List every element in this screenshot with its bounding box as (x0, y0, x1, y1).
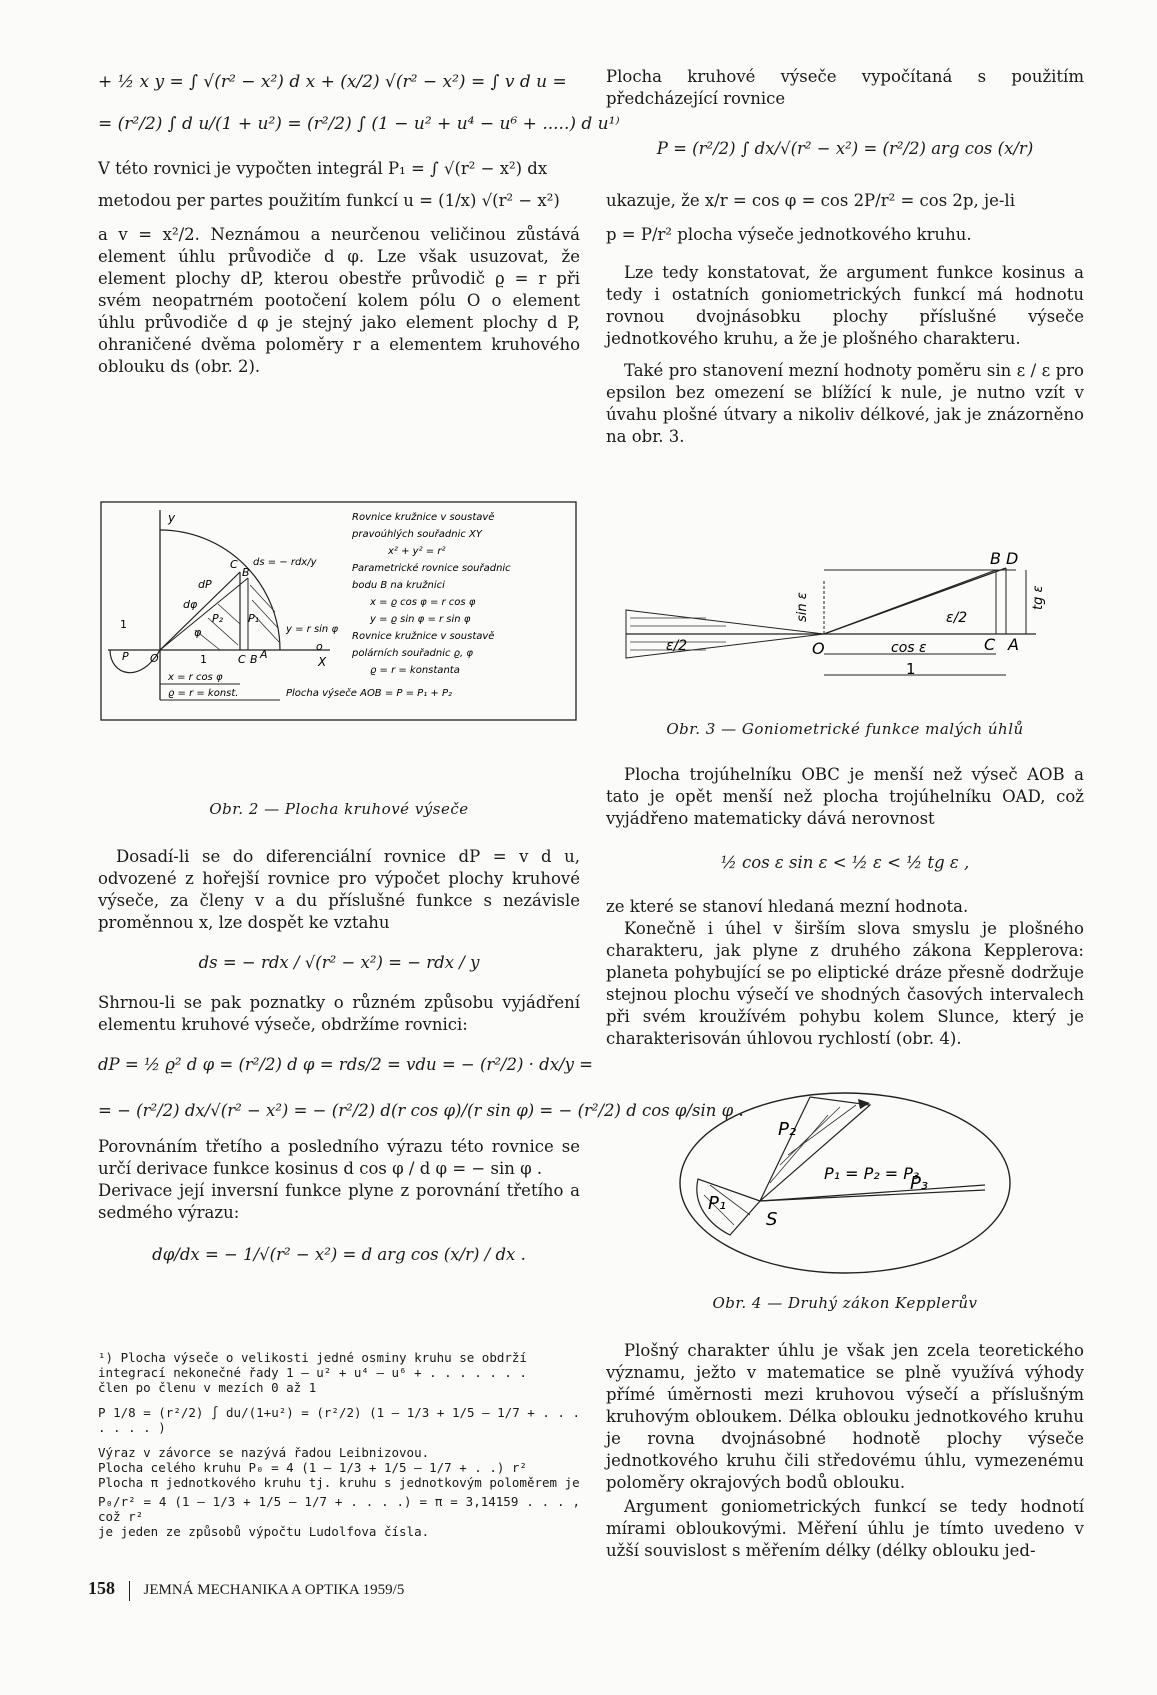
paragraph-element: a v = x²/2. Neznámou a neurčenou veličinou zůstává element úhlu průvodiče d φ. Lze však usuzovat, že element plochy dP, kterou obestře průvodič ϱ = r při svém neopatrném pootočení kolem pólu O o element úhlu průvodiče d φ je stejný jako element plochy d P, ohraničené dvěma poloměry r a elementem kruhového oblouku ds (obr. 2). (98, 225, 580, 376)
right-column (606, 66, 1084, 448)
paragraph-derivace: Derivace její inversní funkce plyne z porovnání třetího a sedmého výrazu: (98, 1181, 580, 1222)
footnote-line-6: Plocha celého kruhu P₀ = 4 (1 — 1/3 + 1/5 — 1/7 + . .) r² (98, 1460, 527, 1475)
paragraph-ukazuje: ukazuje, že x/r = cos φ = cos 2P/r² = cos 2p, je-li (606, 191, 1015, 210)
svg-text:φ: φ (194, 626, 202, 639)
fig2-legend-9: polárních souřadnic ϱ, φ (352, 648, 473, 659)
fig3-one: 1 (906, 660, 916, 678)
fig3-e2b: ε/2 (946, 610, 968, 626)
svg-text:P₁: P₁ (248, 612, 260, 625)
paragraph-shrnou: Shrnou-li se pak poznatky o různém způsobu vyjádření elementu kruhové výseče, obdržíme rovnici: (98, 993, 580, 1034)
right-column-mid (606, 764, 1084, 1050)
fig2-legend-7: y = ϱ sin φ = r sin φ (370, 614, 471, 625)
right-column-lower (606, 1340, 1084, 1562)
footnote-line-4: P 1/8 = (r²/2) ∫ du/(1+u²) = (r²/2) (1 — 1/3 + 1/5 — 1/7 + . . . . . . . ) (98, 1405, 580, 1435)
svg-text:dP: dP (198, 578, 212, 591)
fig2-legend-4: Parametrické rovnice souřadnic (352, 563, 511, 574)
fig4-P2: P₂ (778, 1119, 797, 1140)
svg-text:X: X (318, 655, 327, 669)
equation-3: ds = − rdx / √(r² − x²) = − rdx / y (198, 953, 480, 972)
figure-3-diagram (606, 550, 1084, 710)
svg-text:dφ: dφ (183, 598, 198, 611)
figure-3-caption: Obr. 3 — Goniometrické funkce malých úhlů (666, 720, 1024, 738)
fig2-legend-1: Rovnice kružnice v soustavě (352, 512, 495, 523)
paragraph-konstatovat: Lze tedy konstatovat, že argument funkce kosinus a tedy i ostatních goniometrických funkcí má hodnotu rovnou dvojnásobku plochy příslušné výseče jednotkového kruhu, a že je plošného charakteru. (606, 263, 1084, 348)
fig4-P1: P₁ (708, 1193, 727, 1214)
figure-4 (670, 1075, 1020, 1285)
fig2-xcos-label: x = r cos φ (168, 672, 223, 683)
fig3-sine: sin ε (795, 592, 810, 622)
svg-text:y: y (168, 511, 176, 525)
fig3-e2a: ε/2 (666, 638, 688, 654)
figure-2-caption: Obr. 2 — Plocha kruhové výseče (209, 800, 469, 818)
footer-divider (129, 1581, 130, 1601)
fig2-legend-3: x² + y² = r² (388, 546, 446, 557)
fig3-tge: tg ε (1031, 585, 1046, 610)
fig2-legend-2: pravoúhlých souřadnic XY (352, 529, 483, 540)
paragraph-dosadi: Dosadí-li se do diferenciální rovnice dP = v d u, odvozené z hořejší rovnice pro výpočet plochy kruhové výseče, za členy v a du příslušné funkce s nezávisle proměnnou x, lze dospět ke vztahu (98, 847, 580, 932)
left-column-lower (98, 846, 744, 1278)
figure-2 (100, 500, 578, 722)
paragraph-porovnanim: Porovnáním třetího a posledního výrazu této rovnice se určí derivace funkce kosinus d cos φ / d φ = − sin φ . (98, 1137, 580, 1178)
fig2-legend-5: bodu B na kružnici (352, 580, 445, 591)
footnote-line-2: integrací nekonečné řady 1 — u² + u⁴ — u⁶ + . . . . . . . (98, 1365, 527, 1380)
footnote-line-1: ¹) Plocha výseče o velikosti jedné osminy kruhu se obdrží (98, 1350, 527, 1365)
paragraph-trojuhelnik: Plocha trojúhelníku OBC je menší než výseč AOB a tato je opět menší než plocha trojúhelníku OAD, což vyjádřeno matematicky dává nerovnost (606, 765, 1084, 828)
paragraph-per-partes: metodou per partes použitím funkcí u = (1/x) √(r² − x²) (98, 191, 560, 210)
fig3-cose: cos ε (891, 640, 927, 656)
svg-text:A: A (260, 648, 268, 661)
paragraph-plosny: Plošný charakter úhlu je však jen zcela teoretického významu, ježto v matematice se plně využívá výhody přímé úměrnosti mezi kruhovou výsečí a příslušným kruhovým obloukem. Délka oblouku jednotkového kruhu je rovna dvojnásobné hodnotě plochy výseče jednotkového kruhu čili středovému úhlu, vymezenému poloměry okrajových bodů oblouku. (606, 1341, 1084, 1492)
fig4-equality: P₁ = P₂ = P₃ (824, 1164, 920, 1183)
fig2-rho-label: ϱ = r = konst. (168, 688, 239, 699)
fig2-ds-label: ds = − rdx/y (253, 557, 317, 568)
paragraph-mezni-hodnota: ze které se stanoví hledaná mezní hodnota. (606, 897, 969, 916)
paragraph-argument: Argument goniometrických funkcí se tedy hodnotí mírami obloukovými. Měření úhlu je tímto uvedeno v užší souvislost s měřením délky (délky oblouku jed- (606, 1497, 1084, 1560)
svg-text:C: C (238, 653, 246, 666)
svg-text:B: B (242, 566, 250, 579)
equation-6: dφ/dx = − 1/√(r² − x²) = d arg cos (x/r) / dx . (152, 1245, 526, 1264)
fig3-C: C (984, 635, 996, 654)
fig2-legend-10: ϱ = r = konstanta (370, 665, 460, 676)
svg-text:1: 1 (120, 618, 127, 631)
footnote-line-8: P₀/r² = 4 (1 — 1/3 + 1/5 — 1/7 + . . . .) = π = 3,14159 . . . , což r² (98, 1494, 580, 1524)
footnote-line-9: je jeden ze způsobů výpočtu Ludolfova čísla. (98, 1524, 430, 1539)
fig3-B: B (990, 550, 1001, 568)
figure-4-diagram (670, 1075, 1020, 1285)
svg-text:P: P (122, 650, 129, 663)
left-column (98, 62, 620, 378)
footnote (98, 1350, 580, 1539)
fig2-legend-8: Rovnice kružnice v soustavě (352, 631, 495, 642)
journal-title: JEMNÁ MECHANIKA A OPTIKA 1959/5 (143, 1582, 405, 1598)
paragraph-keppler: Konečně i úhel v širším slova smyslu je plošného charakteru, jak plyne z druhého zákona Kepplerova: planeta pohybující se po eliptické dráze přesně dodržuje stejnou plochu výsečí ve shodných časových intervalech při svém kroužívém pohybu kolem Slunce, který je charakterisován úhlovou rychlostí (obr. 4). (606, 919, 1084, 1048)
footnote-line-7: Plocha π jednotkového kruhu tj. kruhu s jednotkovým poloměrem je (98, 1475, 580, 1490)
paragraph-mezni: Také pro stanovení mezní hodnoty poměru sin ε / ε pro epsilon bez omezení se blížící k nule, je nutno vzít v úvahu plošné útvary a nikoliv délkové, jak je znázorněno na obr. 3. (606, 361, 1084, 446)
fig3-D: D (1006, 550, 1019, 568)
fig2-legend-6: x = ϱ cos φ = r cos φ (370, 597, 476, 608)
fig3-A: A (1008, 635, 1019, 654)
svg-text:1: 1 (200, 653, 207, 666)
svg-text:o: o (316, 640, 323, 653)
svg-text:C: C (230, 558, 238, 571)
svg-text:P₂: P₂ (212, 612, 224, 625)
fig4-P3: P₃ (910, 1173, 929, 1194)
equation-r1: P = (r²/2) ∫ dx/√(r² − x²) = (r²/2) arg cos (x/r) (656, 139, 1034, 158)
fig2-ysin-label: y = r sin φ (286, 624, 339, 635)
fig3-O: O (812, 639, 825, 658)
figure-3 (606, 550, 1084, 710)
equation-2: = (r²/2) ∫ d u/(1 + u²) = (r²/2) ∫ (1 − u² + u⁴ − u⁶ + .....) d u¹⁾ (98, 114, 620, 134)
figure-4-caption: Obr. 4 — Druhý zákon Kepplerův (712, 1294, 978, 1312)
svg-text:B: B (250, 653, 258, 666)
svg-text:O: O (150, 652, 159, 665)
page-footer (88, 1578, 404, 1601)
paragraph-integral: V této rovnici je vypočten integrál P₁ = ∫ √(r² − x²) dx (98, 159, 548, 178)
paragraph-plocha: Plocha kruhové výseče vypočítaná s použitím předcházející rovnice (606, 67, 1084, 108)
equation-4: dP = ½ ϱ² d φ = (r²/2) d φ = rds/2 = vdu = − (r²/2) · dx/y = (98, 1055, 593, 1074)
equation-1: + ½ x y = ∫ √(r² − x²) d x + (x/2) √(r² − x²) = ∫ v d u = (98, 72, 567, 92)
equation-5: = − (r²/2) dx/√(r² − x²) = − (r²/2) d(r cos φ)/(r sin φ) = − (r²/2) d cos φ/sin φ . (98, 1101, 744, 1120)
fig2-legend-11: Plocha výseče AOB = P = P₁ + P₂ (286, 688, 452, 699)
figure-2-diagram (100, 500, 578, 722)
footnote-line-3: člen po členu v mezích 0 až 1 (98, 1380, 317, 1395)
footnote-line-5: Výraz v závorce se nazývá řadou Leibnizovou. (98, 1445, 430, 1460)
paragraph-p: p = P/r² plocha výseče jednotkového kruhu. (606, 225, 972, 244)
equation-r2: ½ cos ε sin ε < ½ ε < ½ tg ε , (720, 853, 970, 872)
fig4-S: S (766, 1209, 778, 1230)
page-number: 158 (88, 1578, 115, 1598)
